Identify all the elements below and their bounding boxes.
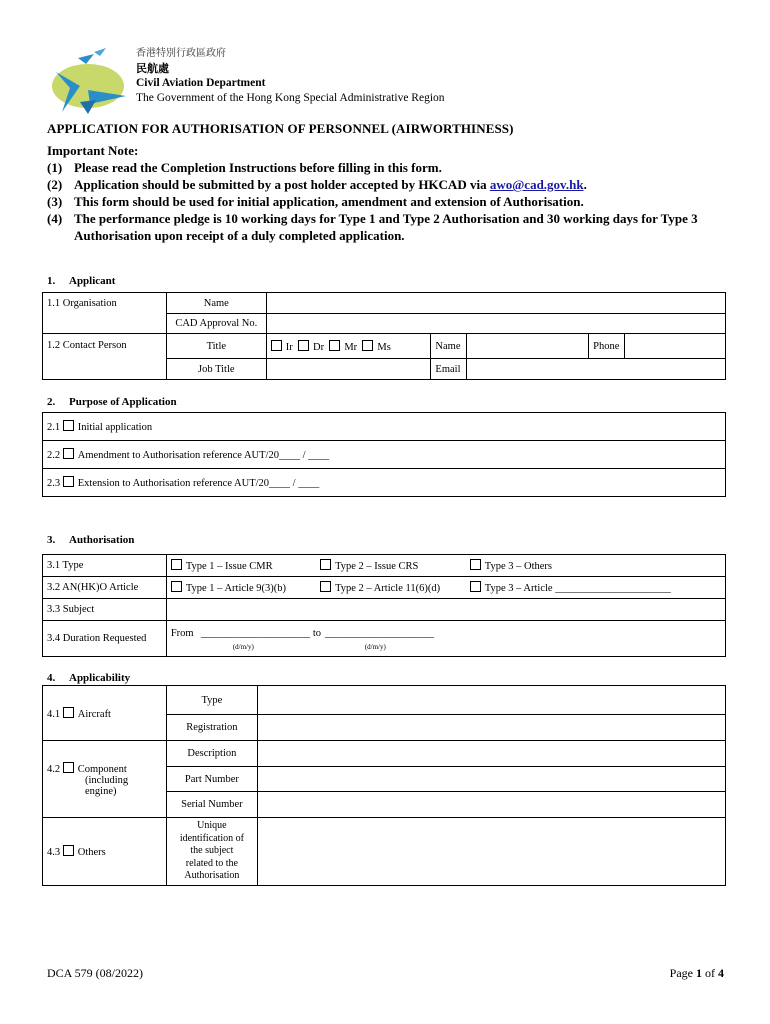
option-label: Dr [312, 341, 325, 353]
title-option-dr[interactable] [298, 340, 324, 353]
section-3-heading [47, 534, 134, 546]
component-description-field[interactable] [257, 741, 725, 767]
org-name-label: Name [166, 293, 266, 314]
department-header [136, 46, 445, 106]
others-row[interactable] [43, 818, 167, 886]
form-number: DCA 579 (08/2022) [47, 966, 143, 980]
note-text [74, 176, 737, 193]
checkbox[interactable] [320, 559, 331, 570]
checkbox[interactable] [320, 581, 331, 592]
label-line: the subject [190, 845, 234, 857]
section-4-heading [47, 672, 130, 684]
row-label: Component [77, 763, 127, 775]
note-number: (2) [47, 177, 63, 192]
page-number: 1 [696, 966, 702, 980]
cad-logo-icon [50, 44, 132, 116]
option-label: Type 3 – Others [484, 561, 553, 572]
type-option-1[interactable] [166, 555, 316, 577]
checkbox[interactable] [171, 581, 182, 592]
note-number: (4) [47, 211, 63, 226]
checkbox[interactable] [63, 762, 74, 773]
row-number: 2.2 [47, 450, 61, 461]
type-option-3[interactable] [466, 555, 726, 577]
component-sub-2: engine) [85, 785, 117, 797]
note-number: (3) [47, 194, 63, 209]
notes-heading: Important Note: [47, 143, 139, 158]
title-options [266, 334, 431, 359]
note-item [47, 176, 737, 193]
checkbox[interactable] [470, 559, 481, 570]
duration-field[interactable] [166, 621, 725, 657]
to-date-field[interactable]: ______________________ [324, 627, 434, 639]
page-prefix: Page [669, 966, 696, 980]
label-line: identification of [179, 832, 244, 844]
option-label: Mr [344, 341, 358, 353]
section-2-heading [47, 396, 177, 408]
row-text: Amendment to Authorisation reference AUT/20____ / ____ [77, 450, 330, 461]
applicability-table [42, 685, 726, 886]
note-item [47, 159, 737, 176]
row-number: 4.3 [47, 847, 61, 858]
title-label: Title [166, 334, 266, 359]
checkbox[interactable] [63, 420, 74, 431]
phone-field[interactable] [625, 334, 726, 359]
contact-name-label: Name [431, 334, 467, 359]
row-number: 2.1 [47, 422, 61, 433]
zh-government-name: 香港特別行政區政府 [136, 48, 226, 59]
department-name: Civil Aviation Department [136, 77, 266, 89]
option-label: Ms [377, 341, 391, 353]
aircraft-registration-label: Registration [166, 715, 257, 741]
note-text-after-link: . [583, 177, 587, 192]
label-line: Unique [197, 820, 227, 832]
article-option-3[interactable] [466, 577, 726, 599]
option-label: Type 1 – Issue CMR [185, 561, 273, 572]
important-notes [47, 142, 737, 244]
form-title: APPLICATION FOR AUTHORISATION OF PERSONNEL (AIRWORTHINESS) [47, 121, 514, 136]
org-name-field[interactable] [266, 293, 725, 314]
authorisation-table [42, 554, 726, 657]
to-date-format: (d/m/y) [364, 642, 386, 651]
approval-no-label: CAD Approval No. [166, 314, 266, 334]
from-label: From [170, 627, 194, 639]
section-title: Authorisation [69, 534, 135, 546]
note-text-before-link: Application should be submitted by a post holder accepted by HKCAD via [74, 177, 490, 192]
option-label: Type 1 – Article 9(3)(b) [185, 583, 286, 594]
checkbox[interactable] [63, 707, 74, 718]
row-label: Others [77, 847, 106, 858]
duration-label: 3.4 Duration Requested [43, 621, 167, 657]
purpose-table [42, 412, 726, 497]
option-label: Ir [285, 341, 293, 353]
unique-identification-field[interactable] [257, 818, 725, 886]
row-number: 4.1 [47, 708, 61, 720]
checkbox[interactable] [171, 559, 182, 570]
government-name: The Government of the Hong Kong Special Administrative Region [136, 92, 445, 104]
section-title: Purpose of Application [69, 396, 177, 408]
checkbox[interactable] [329, 340, 340, 351]
checkbox[interactable] [470, 581, 481, 592]
page-of: of [702, 966, 718, 980]
contact-person-label: 1.2 Contact Person [43, 334, 167, 380]
from-date-field[interactable]: ______________________ [200, 627, 310, 639]
title-option-ir[interactable] [271, 340, 293, 353]
section-title: Applicability [69, 672, 131, 684]
row-text: Extension to Authorisation reference AUT/20____ / ____ [77, 478, 320, 489]
section-title: Applicant [69, 275, 116, 287]
purpose-row[interactable] [43, 469, 726, 497]
email-link[interactable]: awo@cad.gov.hk [489, 177, 584, 192]
subject-field[interactable] [166, 599, 725, 621]
note-text: Please read the Completion Instructions before filling in this form. [74, 160, 442, 175]
email-label: Email [431, 359, 467, 380]
unique-identification-label [166, 818, 257, 886]
article-option-1[interactable] [166, 577, 316, 599]
email-field[interactable] [467, 359, 726, 380]
title-option-mr[interactable] [329, 340, 357, 353]
aircraft-registration-field[interactable] [257, 715, 725, 741]
section-1-heading [47, 275, 115, 287]
phone-label: Phone [589, 334, 625, 359]
row-number: 4.2 [47, 763, 61, 775]
section-number: 4. [47, 672, 56, 684]
serial-number-field[interactable] [257, 792, 725, 818]
checkbox[interactable] [271, 340, 282, 351]
note-text: This form should be used for initial application, amendment and extension of Authorisation. [74, 194, 584, 209]
title-option-ms[interactable] [362, 340, 390, 353]
component-row[interactable] [43, 741, 167, 818]
option-label: Type 2 – Article 11(6)(d) [335, 583, 441, 594]
page-indicator [670, 966, 724, 981]
zh-department-name: 民航處 [136, 62, 169, 75]
aircraft-row[interactable] [43, 686, 167, 741]
checkbox[interactable] [63, 448, 74, 459]
type-option-2[interactable] [316, 555, 466, 577]
aircraft-type-label: Type [166, 686, 257, 715]
component-sub-1: (including [85, 774, 129, 786]
purpose-row[interactable] [43, 441, 726, 469]
checkbox[interactable] [63, 476, 74, 487]
article-label: 3.2 AN(HK)O Article [43, 577, 167, 599]
applicant-table [42, 292, 726, 380]
checkbox[interactable] [63, 845, 74, 856]
subject-label: 3.3 Subject [43, 599, 167, 621]
option-label: Type 2 – Issue CRS [335, 561, 419, 572]
option-label: Type 3 – Article ______________________ [484, 583, 671, 594]
label-line: Authorisation [184, 870, 240, 882]
row-number: 2.3 [47, 478, 61, 489]
note-item [47, 210, 737, 244]
to-label: to [312, 627, 321, 639]
component-description-label: Description [166, 741, 257, 767]
row-label: Aircraft [77, 708, 111, 720]
serial-number-label: Serial Number [166, 792, 257, 818]
article-option-2[interactable] [316, 577, 466, 599]
checkbox[interactable] [362, 340, 373, 351]
checkbox[interactable] [298, 340, 309, 351]
approval-no-field[interactable] [266, 314, 725, 334]
contact-name-field[interactable] [467, 334, 589, 359]
label-line: related to the [185, 857, 238, 869]
section-number: 1. [47, 275, 56, 287]
row-text: Initial application [77, 422, 153, 433]
aircraft-type-field[interactable] [257, 686, 725, 715]
organisation-label: 1.1 Organisation [43, 293, 167, 334]
note-item [47, 193, 737, 210]
part-number-field[interactable] [257, 767, 725, 792]
note-number: (1) [47, 160, 63, 175]
section-number: 2. [47, 396, 56, 408]
from-date-format: (d/m/y) [232, 642, 254, 651]
note-text: The performance pledge is 10 working days for Type 1 and Type 2 Authorisation and 30 working days for Type 3 Authorisation upon receipt of a duly completed application. [74, 211, 698, 243]
part-number-label: Part Number [166, 767, 257, 792]
job-title-label: Job Title [166, 359, 266, 380]
purpose-row[interactable] [43, 413, 726, 441]
section-number: 3. [47, 534, 56, 546]
page-total: 4 [718, 966, 724, 980]
type-label: 3.1 Type [43, 555, 167, 577]
job-title-field[interactable] [266, 359, 431, 380]
